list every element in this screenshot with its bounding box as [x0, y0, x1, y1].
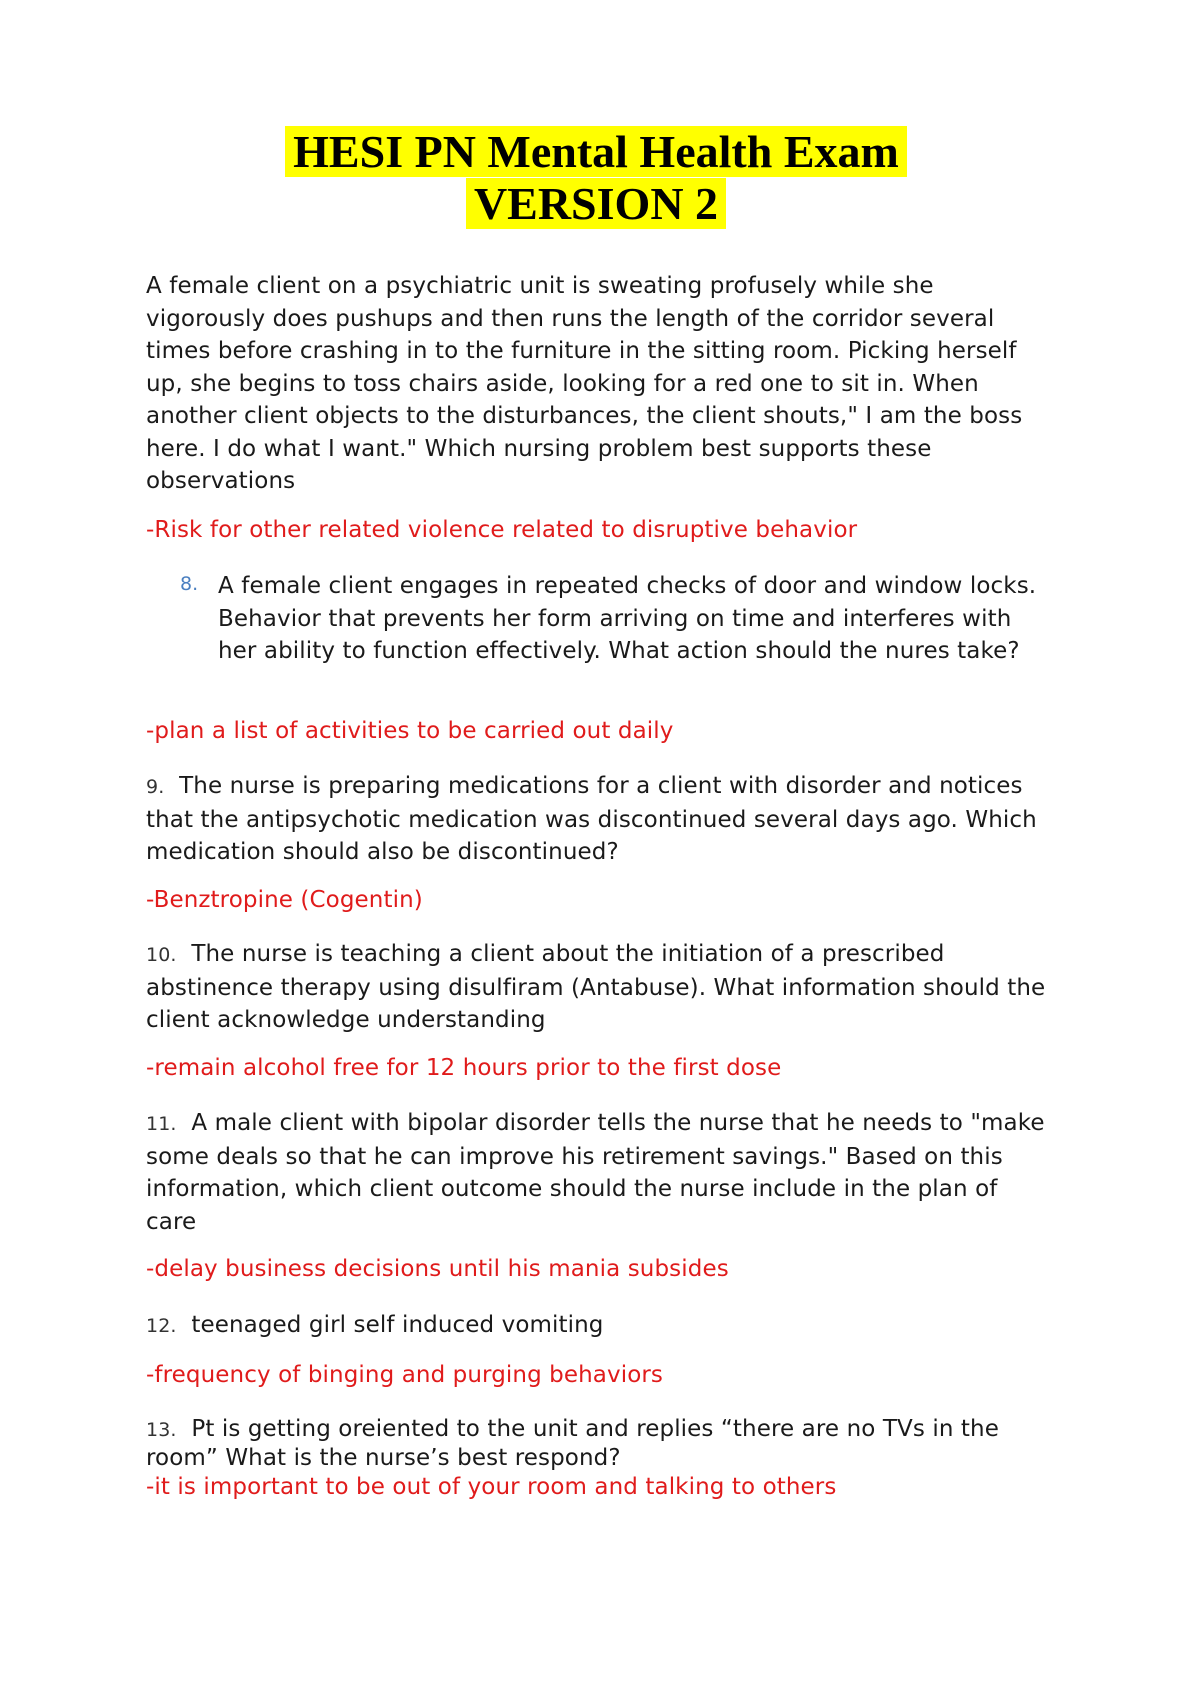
answer-text: -plan a list of activities to be carried out daily — [146, 718, 674, 744]
question-number: 8. — [180, 573, 199, 595]
question-number: 9. — [146, 776, 165, 798]
question-text: The nurse is teaching a client about the initiation of a prescribed abstinence therapy using disulfiram (Antabuse). What information should the client acknowledge understanding — [146, 941, 1046, 1033]
question-number: 13. — [146, 1419, 177, 1441]
question-block — [146, 770, 1046, 869]
answer-text: -frequency of binging and purging behaviors — [146, 1362, 664, 1388]
question-text: teenaged girl self induced vomiting — [191, 1312, 604, 1338]
title-line-2: VERSION 2 — [0, 178, 1192, 230]
question-text: A male client with bipolar disorder tells the nurse that he needs to "make some deals so that he can improve his retirement savings." Based on this information, which client outcome should the nurse include in the plan of care — [146, 1110, 1045, 1235]
question-block — [146, 1309, 1046, 1343]
question-number: 11. — [146, 1113, 177, 1135]
answer-text: -Benztropine (Cogentin) — [146, 887, 423, 913]
question-block — [146, 1107, 1046, 1238]
question-text: The nurse is preparing medications for a client with disorder and notices that the antipsychotic medication was discontinued several days ago. Which medication should also be discontinued? — [146, 773, 1037, 865]
answer-text: -Risk for other related violence related to disruptive behavior — [146, 517, 858, 543]
question-text: A female client on a psychiatric unit is sweating profusely while she vigorously does pushups and then runs the length of the corridor several times before crashing in to the furniture in the sitting room. Picking herself up, she begins to toss chairs aside, looking for a red one to sit in. When another client objects to the disturbances, the client shouts," I am the boss here. I do what I want." Which nursing problem best supports these observations — [146, 273, 1023, 494]
question-number: 12. — [146, 1315, 177, 1337]
question-number: 10. — [146, 944, 177, 966]
answer-text: -it is important to be out of your room and talking to others — [146, 1474, 837, 1500]
answer-text: -remain alcohol free for 12 hours prior to the first dose — [146, 1055, 782, 1081]
question-block — [146, 1415, 1046, 1472]
question-block — [146, 938, 1046, 1037]
question-text: A female client engages in repeated checks of door and window locks. Behavior that prevents her form arriving on time and interferes with her ability to function effectively. What action should the nures take? — [218, 573, 1037, 664]
answer-text: -delay business decisions until his mania subsides — [146, 1256, 729, 1282]
title-line-1: HESI PN Mental Health Exam — [0, 126, 1192, 178]
question-text: Pt is getting oreiented to the unit and replies “there are no TVs in the room” What is the nurse’s best respond? — [146, 1416, 999, 1471]
